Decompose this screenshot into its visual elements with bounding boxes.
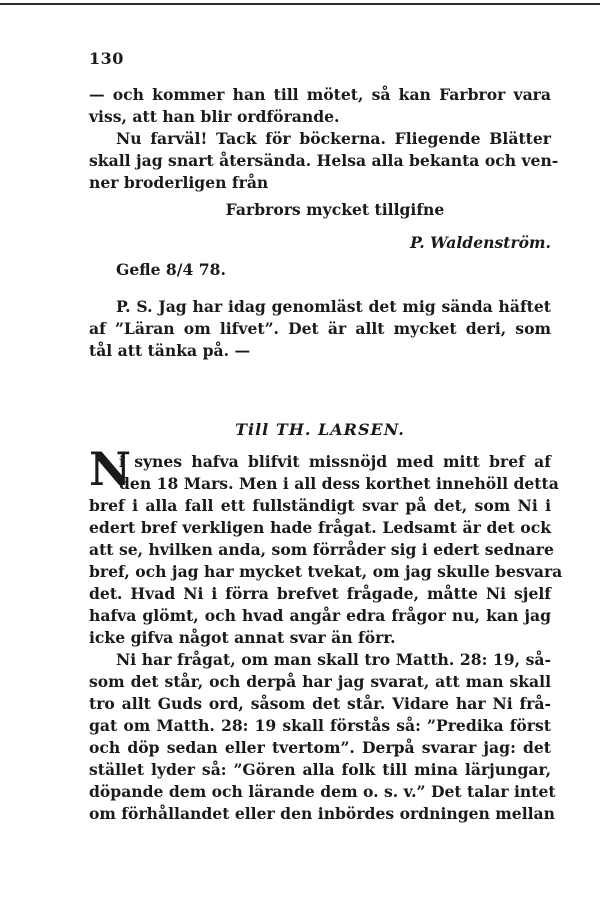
paragraph-line: Ni har frågat, om man skall tro Matth. 28: 19, så-: [116, 650, 551, 669]
paragraph-line: det. Hvad Ni i förra brefvet frågade, måtte Ni sjelf: [89, 584, 551, 603]
drop-cap: N: [89, 442, 132, 496]
section-heading: Till TH. LARSEN.: [235, 420, 405, 439]
paragraph-line: tro allt Guds ord, såsom det står. Vidare har Ni frå-: [89, 694, 551, 713]
letter-line: viss, att han blir ordförande.: [89, 107, 340, 126]
letter-line: — och kommer han till mötet, så kan Farbror vara: [89, 85, 551, 104]
ps-line: P. S. Jag har idag genomläst det mig sända häftet: [116, 297, 551, 316]
letter-line: skall jag snart återsända. Helsa alla bekanta och ven-: [89, 151, 559, 170]
ps-line: tål att tänka på. —: [89, 341, 251, 360]
paragraph-line: stället lyder så: ”Gören alla folk till mina lärjungar,: [89, 760, 551, 779]
paragraph-line: gat om Matth. 28: 19 skall förstås så: ”Predika först: [89, 716, 551, 735]
letter-date: Gefle 8/4 78.: [116, 260, 226, 279]
paragraph-line: och döp sedan eller tvertom”. Derpå svarar jag: det: [89, 738, 551, 757]
paragraph-line: döpande dem och lärande dem o. s. v.” Det talar intet: [89, 782, 556, 801]
paragraph-line: icke gifva något annat svar än förr.: [89, 628, 396, 647]
ps-line: af ”Läran om lifvet”. Det är allt mycket deri, som: [89, 319, 551, 338]
paragraph-line: bref, och jag har mycket tvekat, om jag skulle besvara: [89, 562, 563, 581]
letter-line: Nu farväl! Tack för böckerna. Fliegende Blätter: [116, 129, 551, 148]
paragraph-line: hafva glömt, och hvad angår edra frågor nu, kan jag: [89, 606, 551, 625]
paragraph-line: bref i alla fall ett fullständigt svar på det, som Ni i: [89, 496, 551, 515]
paragraph-line: om förhållandet eller den inbördes ordningen mellan: [89, 804, 556, 823]
page-number: 130: [89, 49, 124, 68]
paragraph-line: i synes hafva blifvit missnöjd med mitt bref af: [119, 452, 551, 471]
letter-closing: Farbrors mycket tillgifne: [225, 200, 445, 219]
letter-signature: P. Waldenström.: [410, 233, 551, 252]
paragraph-line: edert bref verkligen hade frågat. Ledsamt är det ock: [89, 518, 551, 537]
letter-line: ner broderligen från: [89, 173, 269, 192]
paragraph-line: att se, hvilken anda, som förråder sig i edert sednare: [89, 540, 554, 559]
top-rule: [0, 3, 600, 5]
paragraph-line: den 18 Mars. Men i all dess korthet innehöll detta: [119, 474, 559, 493]
paragraph-line: som det står, och derpå har jag svarat, att man skall: [89, 672, 551, 691]
